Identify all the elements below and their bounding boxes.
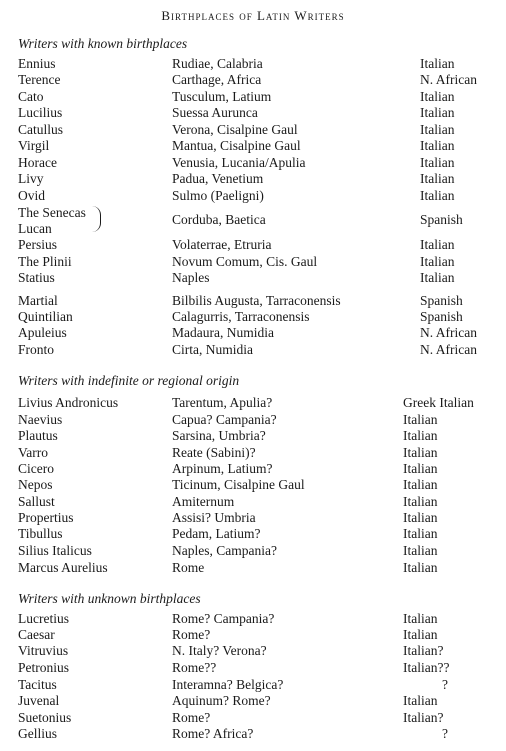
table-row <box>0 105 506 121</box>
birthplace: Tarentum, Apulia? <box>172 395 273 410</box>
birthplace: Volaterrae, Etruria <box>172 237 272 252</box>
birthplace: Mantua, Cisalpine Gaul <box>172 138 301 153</box>
birthplace: Arpinum, Latium? <box>172 461 273 476</box>
writer-name: Statius <box>18 270 55 285</box>
origin: Italian <box>403 461 438 476</box>
table-row <box>0 660 506 676</box>
birthplace: Verona, Cisalpine Gaul <box>172 122 298 137</box>
writer-name: Gellius <box>18 726 57 741</box>
writer-name: Livy <box>18 171 44 186</box>
section-heading: Writers with indefinite or regional origin <box>18 373 240 388</box>
table-row <box>0 560 506 576</box>
writer-name: Fronto <box>18 342 55 357</box>
table-row <box>0 270 506 286</box>
birthplace: Rome <box>172 560 205 575</box>
writer-name: Naevius <box>18 412 63 427</box>
origin: Italian <box>420 122 455 137</box>
writer-name: Terence <box>18 72 61 87</box>
writer-name: The Senecas <box>18 205 86 220</box>
origin: Spanish <box>420 309 463 324</box>
origin: Italian <box>403 627 438 642</box>
writer-name: Lucilius <box>18 105 63 120</box>
grouping-brace <box>90 206 101 232</box>
birthplace: Carthage, Africa <box>172 72 262 87</box>
birthplace: Rome? Campania? <box>172 611 275 626</box>
page-title: Birthplaces of Latin Writers <box>161 8 345 23</box>
birthplace: Sarsina, Umbria? <box>172 428 266 443</box>
writer-name: Varro <box>18 445 48 460</box>
origin: Spanish <box>420 293 463 308</box>
table-row <box>0 171 506 187</box>
birthplace: Sulmo (Paeligni) <box>172 188 264 203</box>
writer-name: Livius Andronicus <box>18 395 119 410</box>
writer-name: Suetonius <box>18 710 72 725</box>
table-row <box>0 237 506 253</box>
origin: ? <box>442 677 448 692</box>
origin: Italian <box>403 477 438 492</box>
origin: Italian <box>420 89 455 104</box>
birthplace: Rome? <box>172 710 211 725</box>
table-row <box>0 611 506 627</box>
table-row <box>0 138 506 154</box>
birthplace: Amiternum <box>172 494 235 509</box>
origin: Italian <box>403 494 438 509</box>
birthplace: Rome? Africa? <box>172 726 254 741</box>
table-row <box>0 726 506 742</box>
writer-name: Cato <box>18 89 44 104</box>
origin: Italian <box>403 510 438 525</box>
writer-name: Tibullus <box>18 526 63 541</box>
writer-name: Silius Italicus <box>18 543 92 558</box>
table-row <box>0 72 506 88</box>
birthplace: Madaura, Numidia <box>172 325 274 340</box>
origin: Italian <box>403 445 438 460</box>
writer-name: Propertius <box>18 510 74 525</box>
birthplace: Ticinum, Cisalpine Gaul <box>172 477 305 492</box>
table-row <box>0 56 506 72</box>
origin: Italian <box>403 412 438 427</box>
section-heading: Writers with unknown birthplaces <box>18 591 201 606</box>
origin: N. African <box>420 72 477 87</box>
table-row <box>0 677 506 693</box>
origin: ? <box>442 726 448 741</box>
writer-name: Quintilian <box>18 309 73 324</box>
table-row <box>0 710 506 726</box>
birthplace: Naples, Campania? <box>172 543 277 558</box>
table-row <box>0 627 506 643</box>
origin: Italian <box>420 138 455 153</box>
origin: Italian <box>420 155 455 170</box>
writer-name: Plautus <box>18 428 58 443</box>
writer-name: Ovid <box>18 188 45 203</box>
table-row <box>0 325 506 341</box>
table-row <box>0 428 506 444</box>
origin: N. African <box>420 342 477 357</box>
table-row <box>0 293 506 309</box>
origin: Italian <box>403 560 438 575</box>
origin: Italian <box>420 270 455 285</box>
origin: Italian <box>420 171 455 186</box>
table-row <box>0 526 506 542</box>
birthplace: Pedam, Latium? <box>172 526 261 541</box>
writer-name: Lucan <box>18 221 52 236</box>
birthplace: Bilbilis Augusta, Tarraconensis <box>172 293 341 308</box>
writer-name: Persius <box>18 237 58 252</box>
birthplace: N. Italy? Verona? <box>172 643 267 658</box>
birthplace: Naples <box>172 270 210 285</box>
writer-name: Caesar <box>18 627 55 642</box>
birthplace: Corduba, Baetica <box>172 212 266 227</box>
writer-name: Apuleius <box>18 325 67 340</box>
writer-name: Nepos <box>18 477 53 492</box>
origin: Italian <box>420 254 455 269</box>
birthplace: Assisi? Umbria <box>172 510 256 525</box>
birthplace: Capua? Campania? <box>172 412 277 427</box>
table-row <box>0 494 506 510</box>
writer-name: Martial <box>18 293 58 308</box>
origin: Italian? <box>403 710 444 725</box>
origin: Italian <box>420 105 455 120</box>
birthplace: Rome?? <box>172 660 217 675</box>
birthplace: Venusia, Lucania/Apulia <box>172 155 306 170</box>
table-row <box>0 445 506 461</box>
table-row <box>0 510 506 526</box>
origin: Italian <box>420 56 455 71</box>
table-row <box>0 461 506 477</box>
writer-name: Ennius <box>18 56 56 71</box>
table-row <box>0 477 506 493</box>
origin: Italian? <box>403 643 444 658</box>
section-heading: Writers with known birthplaces <box>18 36 188 51</box>
birthplace: Suessa Aurunca <box>172 105 258 120</box>
writer-name: Petronius <box>18 660 70 675</box>
birthplace: Rudiae, Calabria <box>172 56 263 71</box>
origin: Italian <box>403 611 438 626</box>
origin: Italian <box>403 543 438 558</box>
origin: Italian?? <box>403 660 450 675</box>
birthplace: Novum Comum, Cis. Gaul <box>172 254 318 269</box>
origin: Greek Italian <box>403 395 474 410</box>
table-row <box>0 188 506 204</box>
writer-name: Lucretius <box>18 611 69 626</box>
writer-name: Virgil <box>18 138 50 153</box>
birthplace: Reate (Sabini)? <box>172 445 256 460</box>
birthplace: Rome? <box>172 627 211 642</box>
table-row <box>0 309 506 325</box>
table-row <box>0 543 506 559</box>
birthplace: Tusculum, Latium <box>172 89 272 104</box>
writer-name: The Plinii <box>18 254 72 269</box>
writer-name: Marcus Aurelius <box>18 560 108 575</box>
writer-name: Catullus <box>18 122 64 137</box>
origin: Italian <box>403 693 438 708</box>
writer-name: Vitruvius <box>18 643 69 658</box>
birthplace: Cirta, Numidia <box>172 342 253 357</box>
birthplace: Padua, Venetium <box>172 171 264 186</box>
table-row <box>0 412 506 428</box>
table-row <box>0 395 506 411</box>
table-row <box>0 342 506 358</box>
table-row <box>0 155 506 171</box>
table-row <box>0 254 506 270</box>
table-row <box>0 643 506 659</box>
table-row <box>0 693 506 709</box>
origin: N. African <box>420 325 477 340</box>
writer-name: Sallust <box>18 494 55 509</box>
birthplace: Aquinum? Rome? <box>172 693 271 708</box>
table-row <box>0 89 506 105</box>
origin: Italian <box>403 428 438 443</box>
origin: Italian <box>420 188 455 203</box>
writer-name: Cicero <box>18 461 54 476</box>
table-row <box>0 122 506 138</box>
writer-name: Juvenal <box>18 693 60 708</box>
origin: Spanish <box>420 212 463 227</box>
origin: Italian <box>403 526 438 541</box>
birthplace: Calagurris, Tarraconensis <box>172 309 310 324</box>
writer-name: Tacitus <box>18 677 57 692</box>
origin: Italian <box>420 237 455 252</box>
birthplace: Interamna? Belgica? <box>172 677 284 692</box>
writer-name: Horace <box>18 155 57 170</box>
